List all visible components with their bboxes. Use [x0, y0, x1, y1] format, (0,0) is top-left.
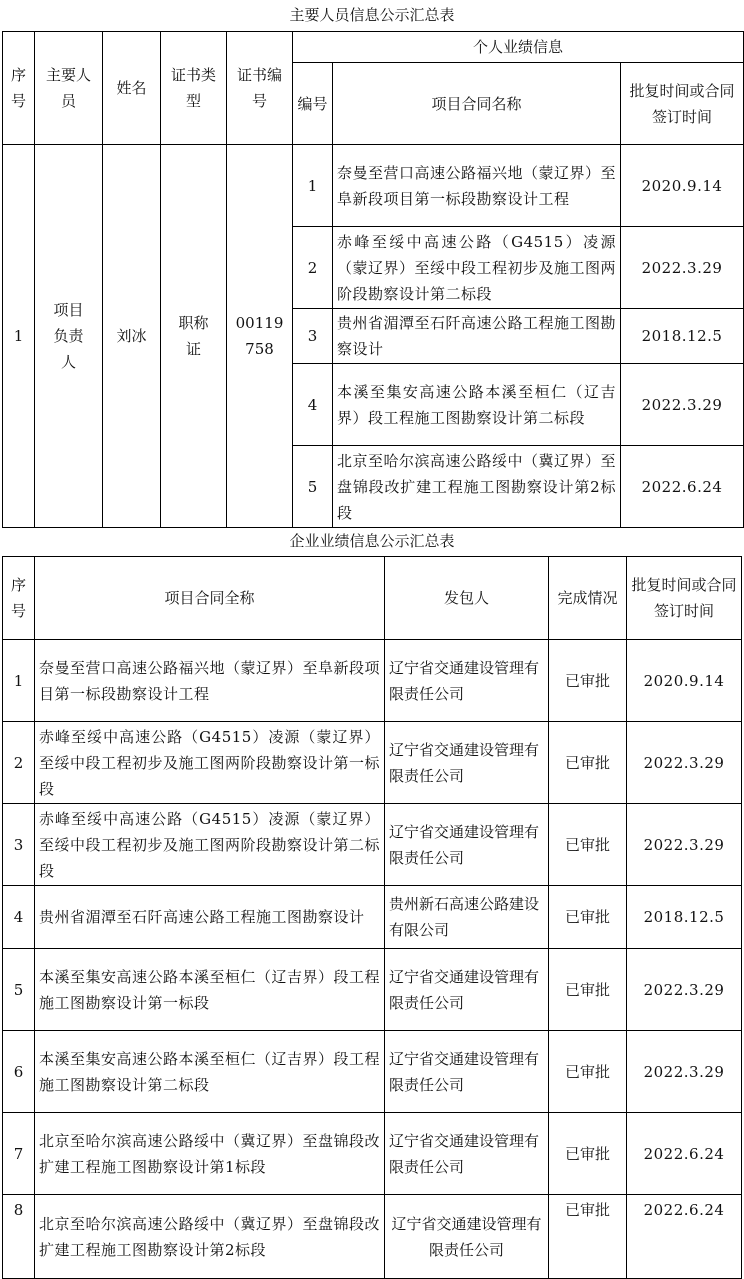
- perf-contract-name: 贵州省湄潭至石阡高速公路工程施工图勘察设计: [333, 309, 621, 364]
- row-employer: 辽宁省交通建设管理有限责任公司: [385, 1195, 549, 1279]
- header-seq: 序号: [3, 32, 35, 145]
- row-status: 已审批: [549, 804, 627, 886]
- row-employer: 辽宁省交通建设管理有限责任公司: [385, 722, 549, 804]
- row-status: 已审批: [549, 886, 627, 949]
- table-row: [3, 1195, 742, 1279]
- header-seq: 序号: [3, 557, 35, 640]
- perf-date: 2022.3.29: [621, 364, 744, 446]
- row-date: 2022.3.29: [627, 949, 742, 1031]
- row-employer: 辽宁省交通建设管理有限责任公司: [385, 1031, 549, 1113]
- row-contract-name: 本溪至集安高速公路本溪至桓仁（辽吉界）段工程施工图勘察设计第二标段: [35, 1031, 385, 1113]
- perf-date: 2020.9.14: [621, 145, 744, 227]
- perf-contract-name: 北京至哈尔滨高速公路绥中（冀辽界）至盘锦段改扩建工程施工图勘察设计第2标段: [333, 446, 621, 528]
- enterprise-table-title: 企业业绩信息公示汇总表: [289, 532, 455, 550]
- perf-contract-name: 奈曼至营口高速公路福兴地（蒙辽界）至阜新段项目第一标段勘察设计工程: [333, 145, 621, 227]
- row-contract-name: 赤峰至绥中高速公路（G4515）凌源（蒙辽界）至绥中段工程初步及施工图两阶段勘察设计第一标段: [35, 722, 385, 804]
- person-cert-no: 00119758: [227, 145, 293, 528]
- row-status: 已审批: [549, 1113, 627, 1195]
- header-perf-no: 编号: [293, 63, 333, 145]
- table-row: [3, 949, 742, 1031]
- personnel-table-title: 主要人员信息公示汇总表: [289, 6, 455, 24]
- row-date: 2022.6.24: [627, 1195, 742, 1279]
- header-employer: 发包人: [385, 557, 549, 640]
- row-date: 2022.3.29: [627, 804, 742, 886]
- header-name: 姓名: [103, 32, 161, 145]
- header-role: 主要人员: [35, 32, 103, 145]
- row-seq: 8: [3, 1195, 35, 1279]
- perf-no: 3: [293, 309, 333, 364]
- table-row: [3, 640, 742, 722]
- person-role: 项目负责人: [35, 145, 103, 528]
- row-employer: 辽宁省交通建设管理有限责任公司: [385, 640, 549, 722]
- personnel-table: [2, 31, 744, 528]
- row-date: 2020.9.14: [627, 640, 742, 722]
- row-contract-name: 贵州省湄潭至石阡高速公路工程施工图勘察设计: [35, 886, 385, 949]
- enterprise-table: [2, 556, 742, 1279]
- header-cert-type: 证书类型: [161, 32, 227, 145]
- row-contract-name: 奈曼至营口高速公路福兴地（蒙辽界）至阜新段项目第一标段勘察设计工程: [35, 640, 385, 722]
- row-employer: 辽宁省交通建设管理有限责任公司: [385, 1113, 549, 1195]
- header-personal-performance: 个人业绩信息: [293, 32, 744, 63]
- row-date: 2022.3.29: [627, 1031, 742, 1113]
- perf-no: 4: [293, 364, 333, 446]
- row-employer: 辽宁省交通建设管理有限责任公司: [385, 804, 549, 886]
- header-date: 批复时间或合同签订时间: [627, 557, 742, 640]
- perf-date: 2022.6.24: [621, 446, 744, 528]
- person-seq: 1: [3, 145, 35, 528]
- table-row: [3, 145, 744, 227]
- table-row: [3, 804, 742, 886]
- person-cert-type: 职称证: [161, 145, 227, 528]
- row-seq: 3: [3, 804, 35, 886]
- perf-no: 1: [293, 145, 333, 227]
- row-contract-name: 赤峰至绥中高速公路（G4515）凌源（蒙辽界）至绥中段工程初步及施工图两阶段勘察设计第二标段: [35, 804, 385, 886]
- row-contract-name: 北京至哈尔滨高速公路绥中（冀辽界）至盘锦段改扩建工程施工图勘察设计第2标段: [35, 1195, 385, 1279]
- row-status: 已审批: [549, 949, 627, 1031]
- header-contract-name: 项目合同名称: [333, 63, 621, 145]
- row-employer: 辽宁省交通建设管理有限责任公司: [385, 949, 549, 1031]
- perf-date: 2022.3.29: [621, 227, 744, 309]
- row-seq: 1: [3, 640, 35, 722]
- row-seq: 2: [3, 722, 35, 804]
- perf-no: 2: [293, 227, 333, 309]
- row-status: 已审批: [549, 640, 627, 722]
- header-contract-name: 项目合同全称: [35, 557, 385, 640]
- row-seq: 5: [3, 949, 35, 1031]
- row-contract-name: 北京至哈尔滨高速公路绥中（冀辽界）至盘锦段改扩建工程施工图勘察设计第1标段: [35, 1113, 385, 1195]
- header-cert-no: 证书编号: [227, 32, 293, 145]
- row-status: 已审批: [549, 722, 627, 804]
- row-date: 2022.3.29: [627, 722, 742, 804]
- row-seq: 7: [3, 1113, 35, 1195]
- row-contract-name: 本溪至集安高速公路本溪至桓仁（辽吉界）段工程施工图勘察设计第一标段: [35, 949, 385, 1031]
- row-status: 已审批: [549, 1195, 627, 1279]
- row-seq: 6: [3, 1031, 35, 1113]
- perf-date: 2018.12.5: [621, 309, 744, 364]
- row-date: 2018.12.5: [627, 886, 742, 949]
- perf-no: 5: [293, 446, 333, 528]
- row-seq: 4: [3, 886, 35, 949]
- header-status: 完成情况: [549, 557, 627, 640]
- row-date: 2022.6.24: [627, 1113, 742, 1195]
- table-row: [3, 722, 742, 804]
- table-row: [3, 886, 742, 949]
- table-row: [3, 1113, 742, 1195]
- perf-contract-name: 本溪至集安高速公路本溪至桓仁（辽吉界）段工程施工图勘察设计第二标段: [333, 364, 621, 446]
- perf-contract-name: 赤峰至绥中高速公路（G4515）凌源（蒙辽界）至绥中段工程初步及施工图两阶段勘察设计第二标段: [333, 227, 621, 309]
- row-status: 已审批: [549, 1031, 627, 1113]
- row-employer: 贵州新石高速公路建设有限公司: [385, 886, 549, 949]
- person-name: 刘冰: [103, 145, 161, 528]
- header-date: 批复时间或合同签订时间: [621, 63, 744, 145]
- table-row: [3, 1031, 742, 1113]
